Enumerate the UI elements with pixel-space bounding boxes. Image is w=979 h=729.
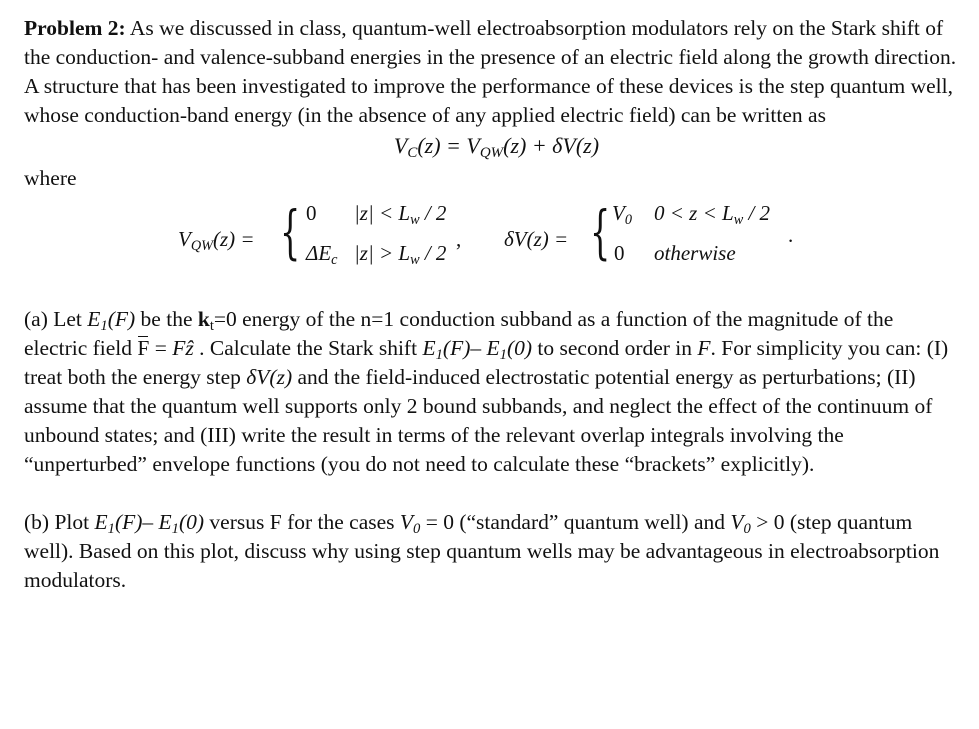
problem-intro-paragraph <box>24 14 959 130</box>
part-a-t8: and the field-induced electrostatic potential energy as perturbations; (II) assume that the quantum well supports only 2 bound subbands, and neglect the effect of the continuum of unbound states; and (III) write the result in terms of the relevant overlap integrals involving the “unperturbed” envelope functions (you do not need to calculate these “brackets” explicitly). <box>24 365 933 476</box>
part-b-t3: = 0 (“standard” quantum well) and <box>420 510 731 534</box>
part-a-t3: =0 energy of the n=1 conduction subband as a function of the magnitude of the electric field <box>24 307 894 360</box>
part-b-t1: (b) Plot <box>24 510 95 534</box>
part-a-t1: (a) Let <box>24 307 88 331</box>
vqw-case2-value <box>306 239 338 268</box>
left-brace-delta-v: { <box>590 198 611 266</box>
vqw-arg: (z) = <box>213 227 255 251</box>
spacer <box>24 479 959 508</box>
conduction-band-equation <box>24 128 959 164</box>
part-a-t6: to second order in <box>532 336 698 360</box>
eq1-vqw-sub: QW <box>479 145 504 162</box>
delta-v-case1-condition <box>654 199 770 228</box>
case2-cond-sub: w <box>410 251 420 268</box>
part-b-e-b: E <box>158 510 172 534</box>
part-a-k: k <box>197 307 210 331</box>
case3-cond-sub: w <box>733 211 744 228</box>
case1-cond-sub: w <box>410 211 420 228</box>
part-a-e1-sub: 1 <box>100 318 108 335</box>
case3-cond: 0 < z < L <box>654 201 734 225</box>
case3-val-sub: 0 <box>624 211 632 228</box>
part-b-e-b-sub: 1 <box>171 521 179 538</box>
delta-v-lhs: δV(z) = <box>504 227 569 251</box>
piecewise-definitions <box>24 199 959 277</box>
eq1-lhs: V <box>393 133 408 158</box>
part-a-shift-b-arg: (0) <box>506 336 533 360</box>
delta-v-case1-value <box>612 199 632 228</box>
case3-cond-end: / 2 <box>743 201 771 225</box>
delta-v-case2-condition: otherwise <box>654 241 736 265</box>
eq1-vqw: V <box>466 133 480 158</box>
case2-cond: |z| > L <box>354 241 411 265</box>
part-a-paragraph <box>24 305 959 479</box>
eq1-arg: (z) = <box>417 133 467 158</box>
definitions-comma: , <box>456 227 462 251</box>
part-b-v0a-sub: 0 <box>413 521 421 538</box>
vqw-lhs <box>178 225 255 254</box>
part-a-dv: δV(z) <box>246 365 293 389</box>
part-b-e-a-arg: (F) <box>114 510 143 534</box>
vqw-case2-condition <box>354 239 446 268</box>
part-b-dash: – <box>142 510 159 534</box>
left-brace-vqw: { <box>280 198 301 266</box>
delta-v-case2-value: 0 <box>614 241 625 265</box>
part-b-paragraph <box>24 508 959 595</box>
part-a-t2: be the <box>135 307 198 331</box>
spacer <box>24 277 959 305</box>
case3-val: V <box>612 201 625 225</box>
eq1-lhs-sub: C <box>407 145 418 162</box>
part-a-fz: Fẑ <box>172 336 194 360</box>
part-b-e-a: E <box>94 510 108 534</box>
case2-cond-end: / 2 <box>419 241 447 265</box>
part-b-v0b: V <box>730 510 744 534</box>
vqw-sub: QW <box>190 237 214 254</box>
part-a-shift-a-sub: 1 <box>435 347 443 364</box>
part-b-v0b-sub: 0 <box>743 521 751 538</box>
part-b-e-b-arg: (0) <box>178 510 205 534</box>
field-vector-symbol: F <box>137 336 150 360</box>
case2-val: ΔE <box>306 241 332 265</box>
part-b-t2: versus F for the cases <box>204 510 400 534</box>
part-a-t7: . For simplicity you can: (I) treat both the energy step <box>24 336 949 389</box>
part-a-k-sub: t <box>209 318 214 335</box>
eq1-rest: (z) + δV(z) <box>503 133 600 158</box>
case1-cond-end: / 2 <box>419 201 447 225</box>
vqw-case1-condition <box>354 199 446 228</box>
part-a-f: F <box>697 336 711 360</box>
part-a-shift-b: E <box>486 336 500 360</box>
part-b-e-a-sub: 1 <box>107 521 115 538</box>
where-label: where <box>24 166 77 190</box>
vqw-case1-value: 0 <box>306 201 317 225</box>
part-a-t5: . Calculate the Stark shift <box>193 336 423 360</box>
case2-val-sub: c <box>331 251 338 268</box>
problem-intro-text: As we discussed in class, quantum-well electroabsorption modulators rely on the Stark shift of the conduction- and valence-subband energies in the presence of an electric field along the growth direction. A structure that has been investigated to improve the performance of these devices is the step quantum well, whose conduction-band energy (in the absence of any applied electric field) can be written as <box>24 16 957 127</box>
part-a-shift-a-arg: (F) <box>442 336 471 360</box>
part-a-t4: = <box>149 336 173 360</box>
problem-heading: Problem 2: <box>24 16 126 40</box>
vqw-symbol: V <box>178 227 191 251</box>
part-b-v0a: V <box>399 510 414 534</box>
part-a-e1-arg: (F) <box>107 307 136 331</box>
part-a-shift-a: E <box>422 336 436 360</box>
part-b-t4: > 0 (step quantum well). Based on this plot, discuss why using step quantum wells may be advantageous in electroabsorption modulators. <box>24 510 940 592</box>
part-a-shift-b-sub: 1 <box>499 347 507 364</box>
field-vector <box>137 334 149 363</box>
case1-cond: |z| < L <box>354 201 411 225</box>
part-a-e1: E <box>87 307 101 331</box>
problem-document <box>24 14 959 595</box>
part-a-shift-dash: – <box>470 336 487 360</box>
definitions-period: . <box>788 223 794 247</box>
